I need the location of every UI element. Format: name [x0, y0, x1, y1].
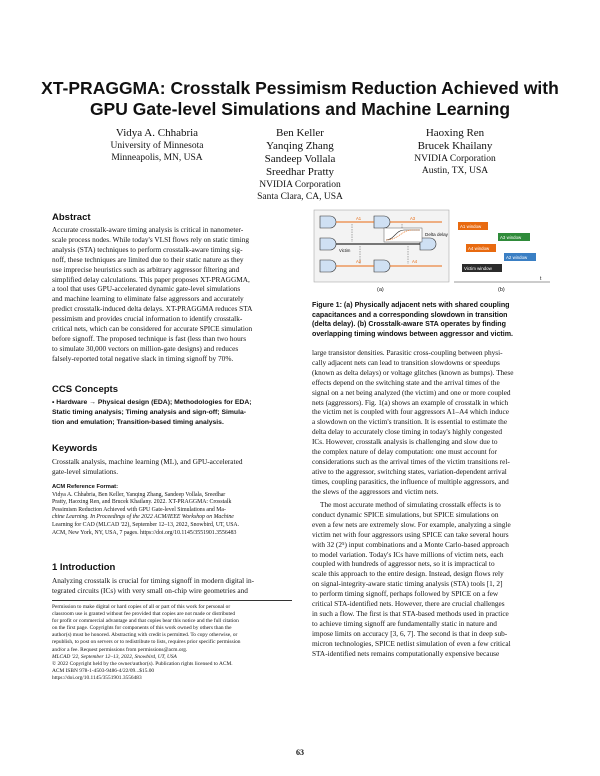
gate-symbol [320, 216, 336, 228]
ccs-heading: CCS Concepts [52, 384, 118, 395]
abstract-text [52, 225, 292, 364]
abstract-heading: Abstract [52, 212, 91, 223]
abstract-line: simplified delay calculations. This paper proposes XT-PRAGGMA, [52, 274, 250, 284]
keywords-line: gate-level simulations. [52, 466, 119, 476]
body-line: micron technologies, SPICE netlist simulation of even a few critical [312, 638, 511, 648]
subfigure-a-label: (a) [377, 287, 384, 293]
paper-title [0, 78, 600, 120]
aggressor-label: A3 [410, 216, 416, 221]
author-block-3 [355, 127, 555, 177]
abstract-line: predict crosstalk-induced delta delays. XT-PRAGGMA reduces STA [52, 304, 253, 314]
permission-line: © 2022 Copyright held by the owner/author(s). Publication rights licensed to ACM. [52, 660, 233, 667]
body-line: cally adjacent nets can lead to transition slowdowns or speedups [312, 357, 500, 367]
keywords-heading: Keywords [52, 443, 98, 454]
body-line: ative to the aggressor, switching states, variation-dependent arrival [312, 466, 507, 476]
title-line-1: XT-PRAGGMA: Crosstalk Pessimism Reduction Achieved with [41, 78, 559, 98]
author-name: Ben Keller [276, 127, 324, 139]
victim-label: Victim [339, 248, 351, 253]
body-line: delta delay to accurately close timing in today's highly congested [312, 427, 502, 437]
permission-line: MLCAD '22, September 12–13, 2022, Snowbird, UT, USA [52, 653, 177, 660]
abstract-line: before signoff. The proposed technique is fast (less than two hours [52, 333, 247, 343]
window-label: A3 window [500, 235, 522, 240]
reference-line: Learning for CAD (MLCAD '22), September 12–13, 2022, Snowbird, UT, USA. [52, 521, 240, 528]
abstract-line: and machine learning to eliminate false aggressors and accurately [52, 294, 244, 304]
intro-line: tegrated circuits (ICs) with very small on-chip wire geometries and [52, 585, 248, 595]
author-location: Santa Clara, CA, USA [257, 192, 343, 202]
author-affiliation: University of Minnesota [110, 141, 204, 151]
caption-line: overlapping timing windows between aggressor and victim. [312, 330, 514, 339]
body-line: in such a flow. The first is that STA-based methods used in practice [312, 608, 509, 618]
body-line: times, coupling parasitics, the influence of multiple aggressors, and [312, 476, 509, 486]
aggressor-label: A4 [412, 259, 418, 264]
author-name: Vidya A. Chhabria [115, 127, 199, 139]
body-line: to model variation. Today's ICs have millions of victim nets, each [312, 549, 504, 559]
ccs-text [52, 398, 292, 428]
gate-symbol [420, 238, 436, 250]
ccs-line: • Hardware → Physical design (EDA); Methodologies for EDA; [52, 399, 252, 406]
window-label: A4 window [468, 246, 490, 251]
gate-symbol [374, 260, 390, 272]
abstract-line: critical nets, which can be considered for accurate SPICE simulation [52, 324, 253, 334]
body-line: to perform timing signoff, perhaps followed by SPICE on a few [312, 589, 499, 599]
caption-line: capacitances and a corresponding slowdown in transition [312, 310, 508, 319]
author-location: Minneapolis, MN, USA [111, 153, 203, 163]
body-line: ICs. However, crosstalk analysis is challenging and slow due to [312, 437, 498, 447]
body-line: signal on a net being analyzed (the victim) and one or more coupled [312, 387, 511, 397]
subfigure-b-label: (b) [498, 287, 505, 293]
body-line: effects depend on the switching state and the arrival times of the [312, 377, 500, 387]
permission-line: on the first page. Copyrights for components of this work owned by others than the [52, 625, 232, 632]
title-line-2: GPU Gate-level Simulations and Machine Learning [89, 99, 511, 119]
acm-reference [52, 484, 292, 537]
body-line: to achieve timing signoff are fundamentally static in nature and [312, 618, 497, 628]
body-line: critical STA-identified nets. However, there are crucial challenges [312, 599, 505, 609]
body-line: the slews of the aggressors and victim nets. [312, 486, 439, 496]
author-affiliation: NVIDIA Corporation [414, 154, 496, 164]
reference-line: Pessimism Reduction Achieved with GPU Gate-level Simulations and Ma- [52, 506, 226, 513]
author-affiliation: NVIDIA Corporation [259, 180, 341, 190]
body-line: impose limits on accuracy [3, 6, 7]. The second is that in deep sub- [312, 628, 508, 638]
reference-heading: ACM Reference Format: [52, 484, 119, 490]
aggressor-label: A2 [356, 259, 362, 264]
author-name: Yanqing Zhang [266, 140, 334, 152]
right-column-paragraph-1 [312, 348, 552, 497]
reference-line: Vidya A. Chhabria, Ben Keller, Yanqing Zhang, Sandeep Vollala, Sreedhar [52, 491, 226, 498]
permission-link[interactable]: https://doi.org/10.1145/3551901.3556483 [52, 674, 142, 681]
delta-delay-label: Delta delay [425, 232, 448, 237]
abstract-line: falsely-reported total negative slack in timing signoff by 70%. [52, 353, 234, 363]
abstract-line: use imprecise heuristics such as arbitrary aggressor filtering and [52, 264, 240, 274]
body-line: The most accurate method of simulating crosstalk effects is to [320, 500, 501, 509]
abstract-line: analysis (STA) techniques to perform crosstalk-aware timing sig- [52, 244, 243, 254]
page-number: 63 [296, 748, 304, 757]
introduction-heading: 1 Introduction [52, 562, 116, 573]
permission-line: classroom use is granted without fee provided that copies are not made or distributed [52, 611, 236, 618]
body-line: conduct dynamic SPICE simulations, but SPICE simulations on [312, 509, 499, 519]
window-label: A2 window [506, 255, 528, 260]
intro-line: Analyzing crosstalk is crucial for timing signoff in modern digital in- [52, 576, 255, 585]
reference-line: ACM, New York, NY, USA, 7 pages. https://doi.org/10.1145/3551901.3556483 [52, 529, 237, 536]
permission-line: republish, to post on servers or to redistribute to lists, requires prior specific permission [52, 639, 241, 646]
time-axis-label: t [540, 276, 542, 282]
keywords-text [52, 457, 292, 477]
figure-1 [312, 208, 552, 298]
body-line: the victim net is coupled with four aggressors A1–A4 which induce [312, 407, 509, 417]
author-name: Sreedhar Pratty [265, 166, 335, 178]
abstract-line: noff, these techniques are limited due to their static nature as they [52, 254, 244, 264]
author-name: Brucek Khailany [417, 140, 493, 152]
figure-1-graphic [312, 208, 552, 298]
gate-symbol [320, 238, 336, 250]
abstract-line: Accurate crosstalk-aware timing analysis is critical in nanometer- [52, 225, 244, 234]
body-line: coupled with hundreds of aggressor nets, so it is impractical to [312, 559, 495, 569]
author-name: Sandeep Vollala [264, 153, 336, 165]
gate-symbol [374, 216, 390, 228]
keywords-line: Crosstalk analysis, machine learning (ML), and GPU-accelerated [52, 457, 243, 466]
body-line: (known as delta delays) or voltage glitches (known as bumps). These [312, 367, 514, 377]
body-line: victim net with four aggressors using SPICE can take several hours [312, 529, 509, 539]
permission-line: ACM ISBN 978-1-4503-9486-4/22/09...$15.00 [52, 667, 155, 674]
abstract-line: pessimism and provides crucial information to identify crosstalk- [52, 314, 243, 324]
reference-line: chine Learning. In Proceedings of the 2022 ACM/IEEE Workshop on Machine [52, 514, 234, 521]
reference-line: Pratty, Haoxing Ren, and Brucek Khailany. 2022. XT-PRAGGMA: Crosstalk [52, 499, 232, 506]
permission-line: author(s) must be honored. Abstracting with credit is permitted. To copy otherwise, or [52, 632, 238, 639]
timing-windows [454, 222, 550, 293]
window-label: Victim window [464, 266, 492, 271]
body-line: nets (aggressors). Fig. 1(a) shows an example of crosstalk in which [312, 397, 509, 407]
gate-symbol [320, 260, 336, 272]
footnote-divider [52, 600, 292, 601]
body-line: scale this approach to the entire design. Instead, design flows rely [312, 569, 504, 579]
body-line: on signal-integrity-aware static timing analysis (STA) tools [1, 2] [312, 579, 503, 589]
crosstalk-schematic [314, 210, 449, 293]
figure-1-caption [312, 301, 552, 340]
aggressor-label: A1 [356, 216, 362, 221]
abstract-line: a tool that uses GPU-accelerated dynamic gate-level simulations [52, 284, 241, 294]
author-location: Austin, TX, USA [421, 166, 489, 176]
caption-line: (delta delay). (b) Crosstalk-aware STA operates by finding [312, 320, 506, 329]
body-line: considerations such as the arrival times of the victim transitions rel- [312, 456, 510, 466]
body-line: even a few nets are extremely slow. For example, analyzing a single [312, 519, 511, 529]
window-label: A1 window [460, 224, 482, 229]
body-line: with 32 (2⁵) input combinations and a Monte Carlo-based approach [312, 539, 509, 549]
body-line: a slowdown on the victim's transition. It is essential to estimate the [312, 417, 508, 427]
body-line: the complex nature of delay computation: one must account for [312, 447, 497, 457]
ccs-line: Static timing analysis; Timing analysis and sign-off; Simula- [52, 408, 246, 416]
body-line: STA-identified nets remains computationally expensive because [312, 648, 500, 658]
author-name: Haoxing Ren [425, 127, 485, 139]
abstract-line: scale process nodes. While today's VLSI flows rely on static timing [52, 234, 250, 244]
permission-line: for profit or commercial advantage and that copies bear this notice and the full citation [52, 618, 239, 625]
right-column-paragraph-2 [312, 500, 552, 659]
permission-line: Permission to make digital or hard copies of all or part of this work for personal or [52, 604, 231, 610]
body-line: large transistor densities. Parasitic cross-coupling between physi- [312, 348, 503, 357]
permission-line: and/or a fee. Request permissions from permissions@acm.org. [52, 646, 188, 653]
permission-footnote [52, 604, 292, 682]
ccs-line: tion and emulation; Transition-based timing analysis. [52, 418, 224, 426]
introduction-text [52, 576, 292, 596]
abstract-line: to simulate 30,000 vectors on million-gate designs) and reduces [52, 343, 239, 353]
caption-line: Figure 1: (a) Physically adjacent nets with shared coupling [312, 301, 510, 309]
